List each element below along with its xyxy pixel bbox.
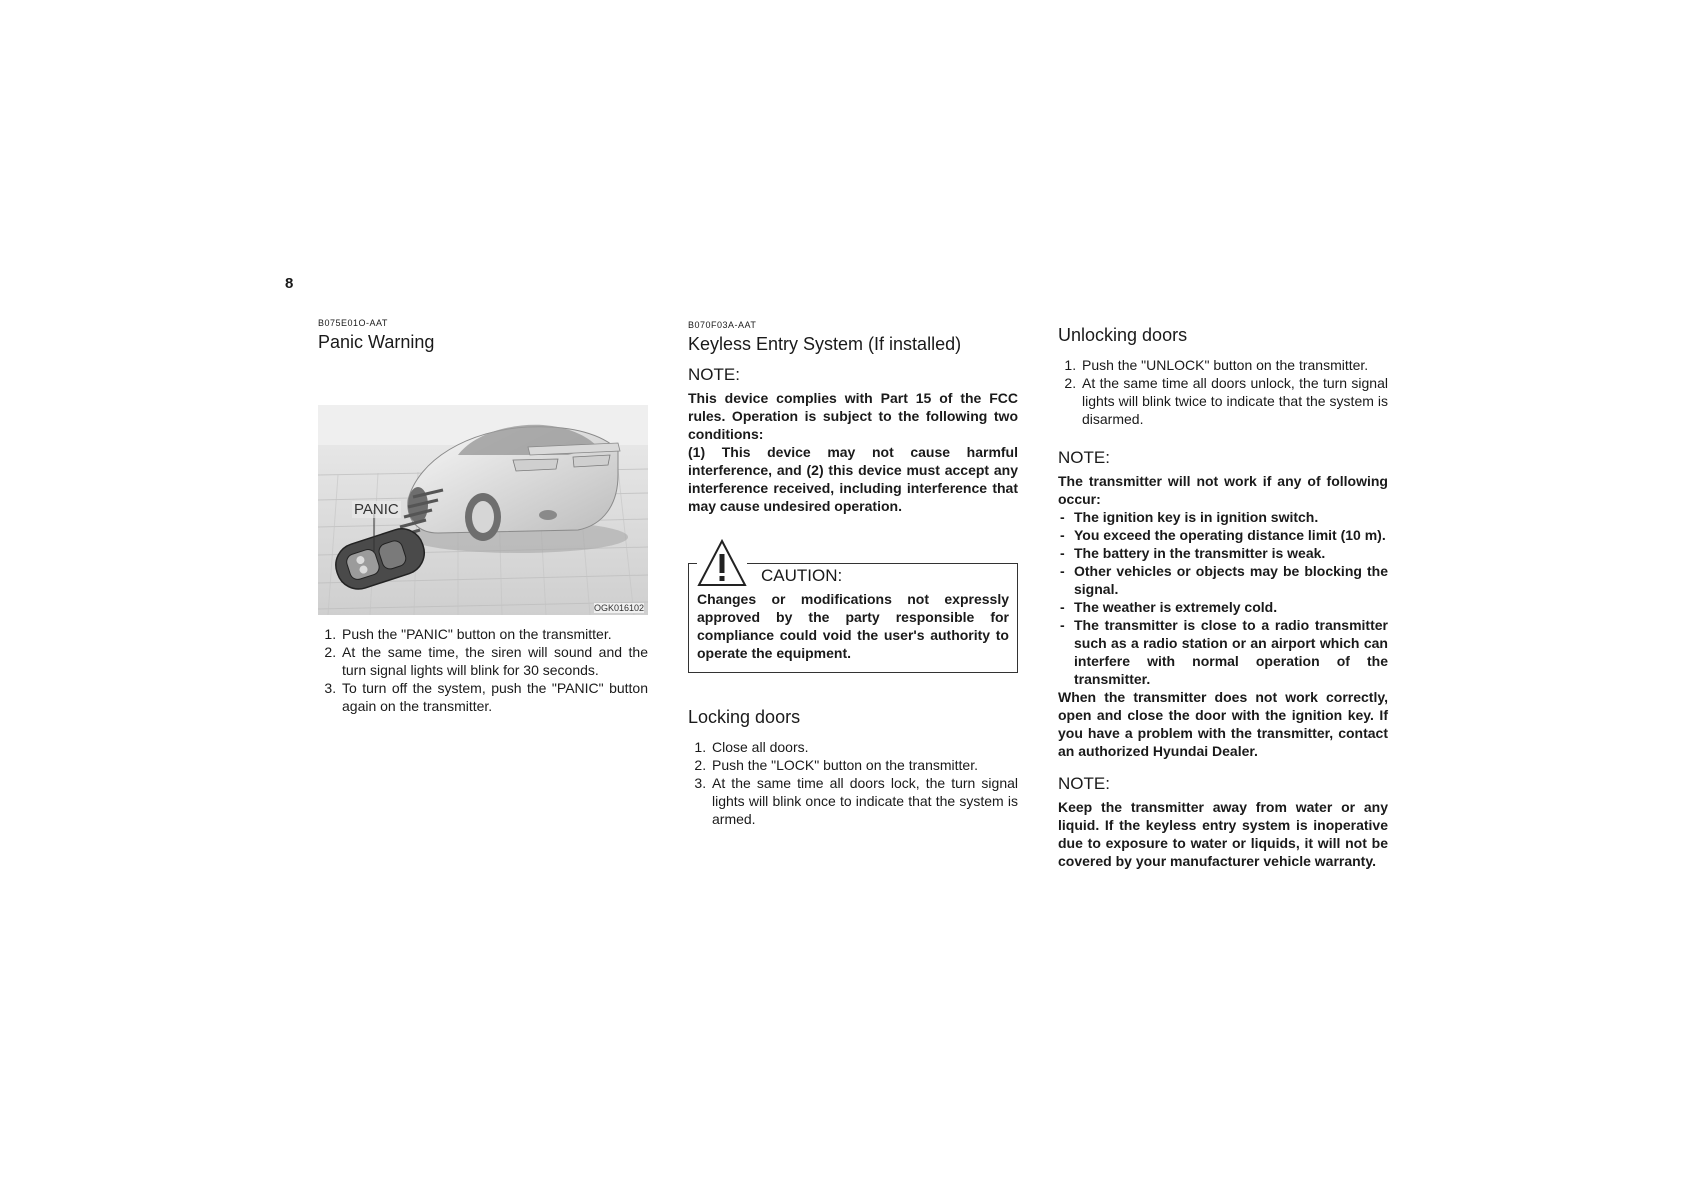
figure-code: OGK016102 — [593, 603, 644, 613]
list-item: 3. To turn off the system, push the "PANIC" button again on the transmitter. — [340, 679, 648, 715]
list-item: - You exceed the operating distance limit (10 m). — [1058, 526, 1388, 544]
list-item: - The weather is extremely cold. — [1058, 598, 1388, 616]
panic-illustration — [318, 405, 648, 615]
list-item: 1. Close all doors. — [710, 738, 1018, 756]
transmitter-note-intro: The transmitter will not work if any of following occur: — [1058, 473, 1388, 507]
list-item: 2. At the same time, the siren will sound and the turn signal lights will blink for 30 seconds. — [340, 643, 648, 679]
unlocking-doors-title: Unlocking doors — [1058, 325, 1188, 345]
section-code: B070F03A-AAT — [688, 320, 757, 330]
section-code: B075E01O-AAT — [318, 318, 388, 328]
locking-steps-list — [688, 738, 1018, 828]
warning-triangle-icon — [697, 538, 747, 588]
list-item: - The ignition key is in ignition switch. — [1058, 508, 1388, 526]
list-item: - Other vehicles or objects may be blocking the signal. — [1058, 562, 1388, 598]
caution-text: Changes or modifications not expressly approved by the party responsible for compliance could void the user's authority to operate the equipment. — [697, 591, 1009, 661]
note-title: NOTE: — [1058, 774, 1110, 793]
list-item: 2. At the same time all doors unlock, the turn signal lights will blink twice to indicate that the system is disarmed. — [1080, 374, 1388, 428]
list-item: 1. Push the "UNLOCK" button on the transmitter. — [1080, 356, 1388, 374]
keyless-entry-column — [688, 320, 1018, 828]
locking-doors-title: Locking doors — [688, 707, 801, 727]
transmitter-note-after: When the transmitter does not work correctly, open and close the door with the ignition key. If you have a problem with the transmitter, contact an authorized Hyundai Dealer. — [1058, 689, 1388, 759]
panic-warning-title: Panic Warning — [318, 332, 435, 352]
list-item: 3. At the same time all doors lock, the turn signal lights will blink once to indicate that the system is armed. — [710, 774, 1018, 828]
note-title: NOTE: — [688, 365, 740, 384]
list-item: - The transmitter is close to a radio transmitter such as a radio station or an airport which can interfere with normal operation of the transmitter. — [1058, 616, 1388, 688]
fcc-conditions-text: (1) This device may not cause harmful interference, and (2) this device must accept any interference received, including interference that may cause undesired operation. — [688, 444, 1018, 514]
list-item: 2. Push the "LOCK" button on the transmitter. — [710, 756, 1018, 774]
unlocking-steps-list — [1058, 356, 1388, 428]
unlocking-column — [1058, 325, 1388, 870]
caution-box — [688, 563, 1018, 673]
fcc-note-text: This device complies with Part 15 of the FCC rules. Operation is subject to the following two conditions: — [688, 390, 1018, 442]
page-number: 8 — [285, 275, 294, 292]
caution-header — [697, 538, 1009, 588]
water-note-text: Keep the transmitter away from water or any liquid. If the keyless entry system is inoperative due to exposure to water or liquids, it will not be covered by your manufacturer vehicle warranty. — [1058, 799, 1388, 869]
figure-panic-label: PANIC — [354, 501, 399, 518]
keyless-entry-title: Keyless Entry System (If installed) — [688, 334, 962, 354]
list-item: 1. Push the "PANIC" button on the transmitter. — [340, 625, 648, 643]
caution-label: CAUTION: — [761, 566, 843, 585]
list-item: - The battery in the transmitter is weak. — [1058, 544, 1388, 562]
note-title: NOTE: — [1058, 448, 1110, 467]
panic-warning-column — [318, 318, 648, 715]
transmitter-conditions-list — [1058, 508, 1388, 688]
panic-steps-list — [318, 625, 648, 715]
